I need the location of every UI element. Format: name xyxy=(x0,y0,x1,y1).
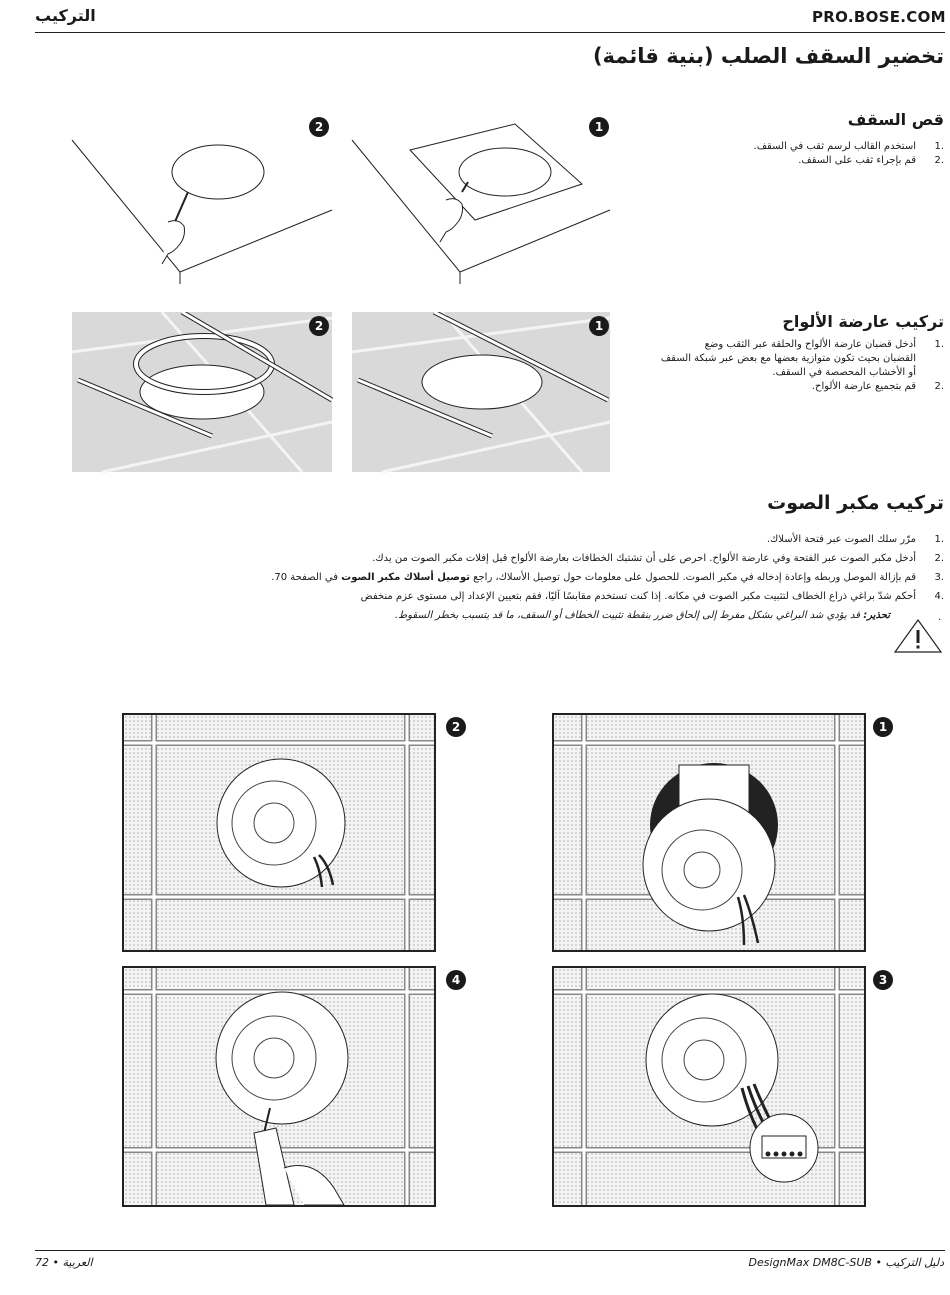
step-badge: 1 xyxy=(873,717,893,737)
page-title: تخضير السقف الصلب (بنية قائمة) xyxy=(592,44,944,68)
step-badge: 4 xyxy=(446,970,466,990)
speaker-step-3-figure xyxy=(552,966,866,1207)
rail-step-1-figure xyxy=(352,312,610,472)
cut-step-2-figure xyxy=(72,140,332,284)
step-badge: 1 xyxy=(589,117,609,137)
step-item: .1 مرّر سلك الصوت عبر فتحة الأسلاك. xyxy=(766,534,944,545)
section-rail-steps xyxy=(644,338,944,394)
header-rule xyxy=(35,32,945,33)
section-speaker-steps xyxy=(224,532,944,604)
footer-doc-title: دليل التركيب • DesignMax DM8C-SUB xyxy=(748,1256,944,1269)
step-item: .2 قم بتجميع عارضة الألواح. xyxy=(811,381,944,392)
cut-step-1-figure xyxy=(352,124,610,284)
warning-triangle-icon xyxy=(893,618,943,654)
step-badge: 2 xyxy=(309,117,329,137)
step-item: .2 أدخل مكبر الصوت عبر الفتحة وفي عارضة الألواح. احرص على أن تشتبك الخطافات بعارضة الألواح قبل إفلات مكبر الصوت من يدك. xyxy=(372,553,944,564)
step-badge: 1 xyxy=(589,316,609,336)
step-badge: 2 xyxy=(309,316,329,336)
ceiling-cut-illustrations xyxy=(70,112,615,287)
speaker-step-1-figure xyxy=(552,713,866,952)
step-item: .2 قم بإجراء ثقب على السقف. xyxy=(798,155,944,166)
site-url[interactable]: PRO.BOSE.COM xyxy=(812,8,946,26)
footer-page-number: العربية • 72 xyxy=(35,1256,93,1269)
step-badge: 3 xyxy=(873,970,893,990)
tile-rail-illustrations xyxy=(72,312,612,474)
step-item: .3 قم بإزالة الموصل وربطه وإعادة إدخاله في مكبر الصوت. للحصول على معلومات حول توصيل الأسلاك، راجع توصيل أسلاك مكبر الصوت في الصفحة 70. xyxy=(271,572,944,583)
step-badge: 2 xyxy=(446,717,466,737)
chapter-title: التركيب xyxy=(35,6,96,25)
speaker-step-2-figure xyxy=(122,713,436,952)
warning-text: تحذير: قد يؤدي شد البراغي بشكل مفرط إلى إلحاق ضرر بنقطة تثبيت الخطاف أو السقف، ما قد يتسبب بخطر السقوط. xyxy=(394,610,890,621)
footer-rule xyxy=(35,1250,945,1251)
section-rail-title: تركيب عارضة الألواح xyxy=(782,312,944,331)
rail-step-2-figure xyxy=(72,312,332,472)
cross-reference-link[interactable]: توصيل أسلاك مكبر الصوت xyxy=(341,572,470,583)
step-item: .1 استخدم القالب لرسم ثقب في السقف. xyxy=(753,141,944,152)
section-speaker-title: تركيب مكبر الصوت xyxy=(767,492,944,514)
section-cut-steps xyxy=(704,140,944,168)
step-item: .4 أحكم شدّ براغي ذراع الخطاف لتثبيت مكبر الصوت في مكانه. إذا كنت تستخدم مقابسًا آليًا، فقم بتعيين الإعداد إلى مستوى عزم منخفض xyxy=(360,591,944,602)
speaker-step-4-figure xyxy=(122,966,436,1207)
step-item: .1 أدخل قضبان عارضة الألواح والحلقة عبر الثقب وضع القضبان بحيث تكون متوازية بعضها مع بعض عبر شبكة السقف أو الأخشاب المحصصة في السقف. xyxy=(660,339,944,378)
warning-dot: . xyxy=(938,612,942,623)
section-cut-title: قص السقف xyxy=(847,110,944,129)
